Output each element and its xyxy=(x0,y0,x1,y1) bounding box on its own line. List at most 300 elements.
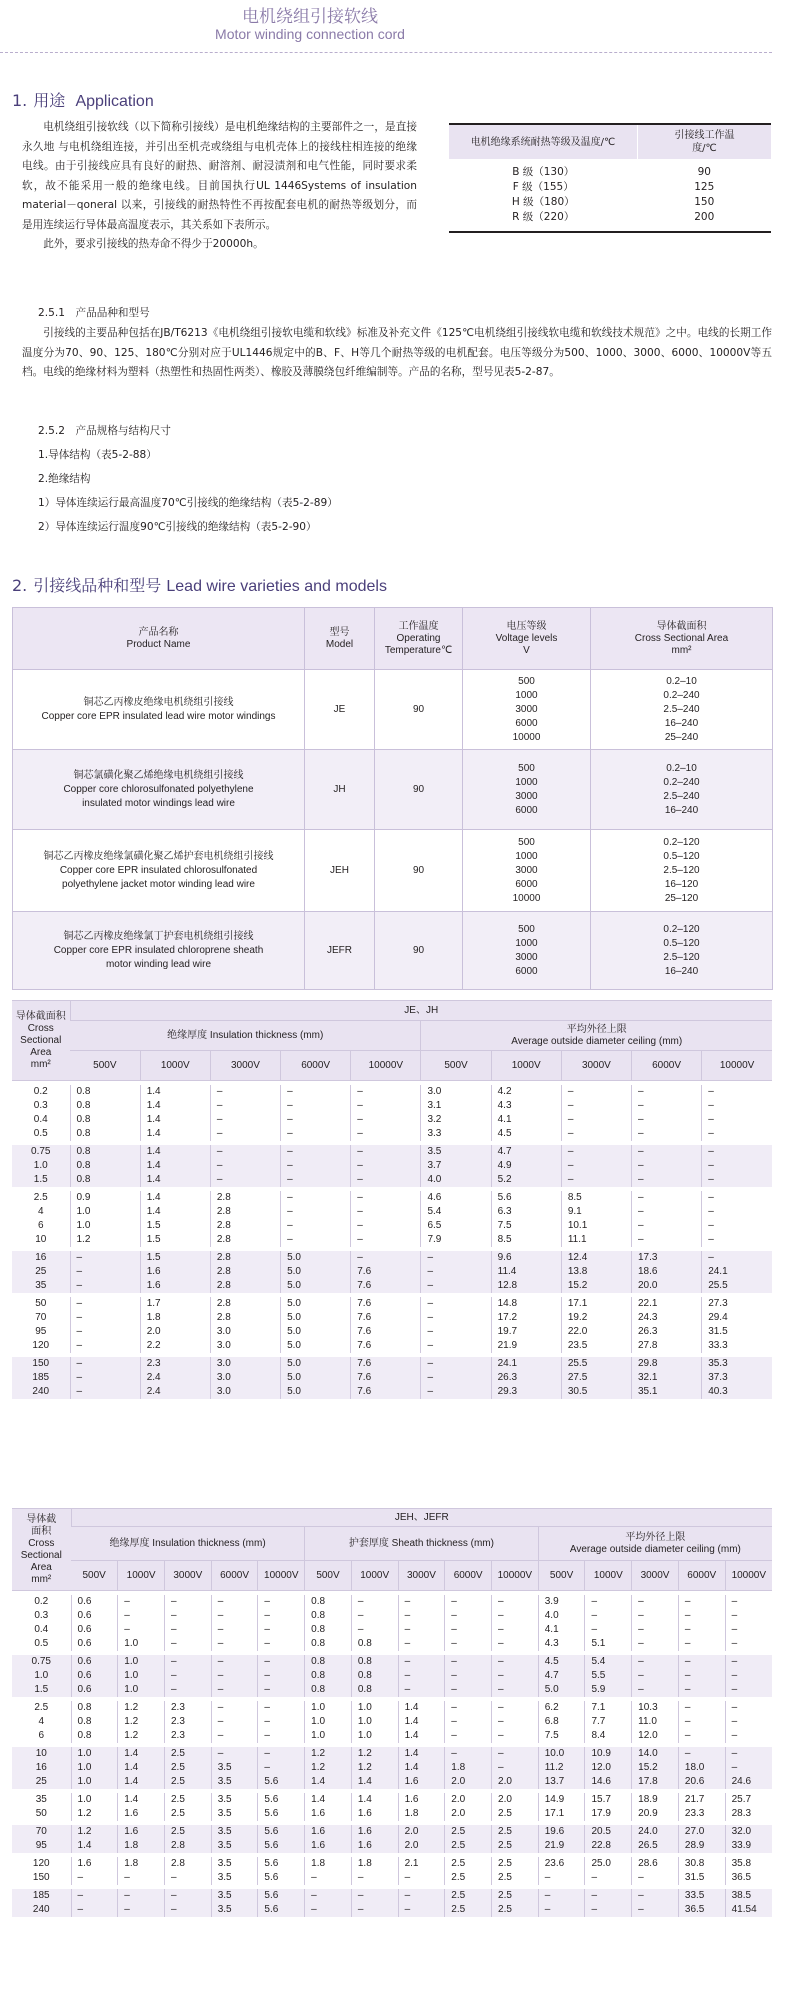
value-cell: 12.8 xyxy=(491,1279,561,1293)
value-cell: 33.3 xyxy=(702,1339,772,1353)
value-cell: – xyxy=(445,1747,492,1761)
value-cell: – xyxy=(632,1113,702,1127)
area-cell: 25 xyxy=(12,1265,70,1279)
value-cell: – xyxy=(632,1127,702,1141)
value-cell: – xyxy=(351,1099,421,1113)
table-row xyxy=(12,1113,772,1127)
value-cell: 11.1 xyxy=(561,1233,631,1247)
value-cell: 1.4 xyxy=(118,1775,165,1789)
section-2-heading: 2. 引接线品种和型号 Lead wire varieties and models xyxy=(12,576,387,595)
value-cell: – xyxy=(725,1669,772,1683)
value-cell: – xyxy=(421,1339,491,1353)
value-cell: 1.2 xyxy=(118,1729,165,1743)
value-cell: – xyxy=(632,1889,679,1903)
section-1-heading: 1. 用途 Application xyxy=(12,91,154,110)
value-cell: – xyxy=(351,1113,421,1127)
value-cell: 3.5 xyxy=(211,1807,258,1821)
value-cell: – xyxy=(71,1903,118,1917)
value-cell: 0.8 xyxy=(305,1655,352,1669)
value-cell: 2.5 xyxy=(445,1871,492,1885)
value-cell: 8.4 xyxy=(585,1729,632,1743)
value-cell: – xyxy=(281,1233,351,1247)
value-cell: 2.0 xyxy=(445,1775,492,1789)
value-cell: – xyxy=(678,1683,725,1697)
product-name: 铜芯氯磺化聚乙烯绝缘电机绕组引接线 Copper core chlorosulfonated polyethylene insulated motor windings lead wire xyxy=(13,750,305,830)
value-cell: 7.6 xyxy=(351,1357,421,1371)
area-cell: 16 xyxy=(12,1761,71,1775)
value-cell: 17.1 xyxy=(538,1807,585,1821)
value-cell: 3.5 xyxy=(211,1889,258,1903)
value-cell: – xyxy=(351,1871,398,1885)
table-row xyxy=(12,1889,772,1903)
model-code: JH xyxy=(305,750,375,830)
value-cell: 1.2 xyxy=(351,1761,398,1775)
value-cell: 0.9 xyxy=(70,1191,140,1205)
value-cell: – xyxy=(538,1903,585,1917)
value-cell: – xyxy=(281,1191,351,1205)
value-cell: 2.3 xyxy=(140,1357,210,1371)
value-cell: – xyxy=(118,1903,165,1917)
value-cell: 1.2 xyxy=(118,1701,165,1715)
value-cell: – xyxy=(351,1903,398,1917)
value-cell: – xyxy=(632,1159,702,1173)
value-cell: – xyxy=(421,1265,491,1279)
value-cell: 1.0 xyxy=(118,1669,165,1683)
value-cell: 5.6 xyxy=(258,1825,305,1839)
value-cell: 38.5 xyxy=(725,1889,772,1903)
value-cell: 14.0 xyxy=(632,1747,679,1761)
working-temp-cell: 200 xyxy=(694,211,715,223)
value-cell: 15.7 xyxy=(585,1793,632,1807)
value-cell: 5.6 xyxy=(258,1839,305,1853)
value-cell: – xyxy=(538,1889,585,1903)
value-cell: – xyxy=(281,1173,351,1187)
value-cell: 0.6 xyxy=(71,1669,118,1683)
value-cell: 0.8 xyxy=(70,1113,140,1127)
value-cell: – xyxy=(281,1127,351,1141)
voltage-column-header: 10000V xyxy=(725,1561,772,1591)
value-cell: 37.3 xyxy=(702,1371,772,1385)
value-cell: 1.4 xyxy=(140,1085,210,1099)
value-cell: 7.6 xyxy=(351,1371,421,1385)
value-cell: 27.5 xyxy=(561,1371,631,1385)
value-cell: – xyxy=(492,1747,539,1761)
value-cell: 27.3 xyxy=(702,1297,772,1311)
value-cell: – xyxy=(632,1683,679,1697)
value-cell: – xyxy=(258,1761,305,1775)
value-cell: 6.8 xyxy=(538,1715,585,1729)
model-row xyxy=(13,830,773,912)
value-cell: – xyxy=(211,1623,258,1637)
value-cell: 23.5 xyxy=(561,1339,631,1353)
value-cell: 7.6 xyxy=(351,1325,421,1339)
value-cell: – xyxy=(118,1871,165,1885)
value-cell: – xyxy=(632,1623,679,1637)
group-header: JE、JH xyxy=(70,1001,772,1021)
area-cell: 0.5 xyxy=(34,1638,49,1649)
value-cell: – xyxy=(258,1683,305,1697)
value-cell: 1.8 xyxy=(118,1857,165,1871)
value-cell: 7.5 xyxy=(538,1729,585,1743)
value-cell: 17.2 xyxy=(491,1311,561,1325)
value-cell: 5.0 xyxy=(281,1265,351,1279)
value-cell: – xyxy=(445,1623,492,1637)
name-header: 产品名称 Product Name xyxy=(13,608,305,670)
value-cell: – xyxy=(70,1325,140,1339)
value-cell: 14.6 xyxy=(585,1775,632,1789)
value-cell: 1.8 xyxy=(351,1857,398,1871)
table-row xyxy=(12,1205,772,1219)
table-row xyxy=(12,1385,772,1399)
value-cell: 5.6 xyxy=(258,1871,305,1885)
value-cell: 2.8 xyxy=(210,1311,280,1325)
value-cell: 20.9 xyxy=(632,1807,679,1821)
table-row xyxy=(12,1279,772,1293)
value-cell: 1.8 xyxy=(398,1807,445,1821)
value-cell: 2.4 xyxy=(140,1385,210,1399)
value-cell: – xyxy=(725,1683,772,1697)
value-cell: – xyxy=(678,1715,725,1729)
value-cell: – xyxy=(258,1747,305,1761)
value-cell: 0.8 xyxy=(351,1637,398,1651)
area-cell: 35 xyxy=(12,1279,70,1293)
value-cell: 35.3 xyxy=(702,1357,772,1371)
value-cell: 28.6 xyxy=(632,1857,679,1871)
value-cell: – xyxy=(70,1279,140,1293)
value-cell: 1.4 xyxy=(305,1793,352,1807)
value-cell: – xyxy=(702,1145,772,1159)
value-cell: 2.5 xyxy=(445,1825,492,1839)
value-cell: 3.0 xyxy=(210,1385,280,1399)
voltage-column-header: 1000V xyxy=(585,1561,632,1591)
value-cell: 2.8 xyxy=(210,1191,280,1205)
value-cell: 1.6 xyxy=(118,1825,165,1839)
value-cell: 1.5 xyxy=(140,1219,210,1233)
area-cell: 1.0 xyxy=(12,1669,71,1683)
value-cell: – xyxy=(351,1159,421,1173)
value-cell: 0.8 xyxy=(305,1683,352,1697)
value-cell: 4.2 xyxy=(491,1085,561,1099)
value-cell: 25.5 xyxy=(702,1279,772,1293)
value-cell: – xyxy=(725,1701,772,1715)
value-cell: 17.8 xyxy=(632,1775,679,1789)
value-cell: 0.8 xyxy=(71,1701,118,1715)
value-cell: 5.0 xyxy=(281,1251,351,1265)
value-cell: 3.5 xyxy=(211,1775,258,1789)
value-cell: – xyxy=(678,1595,725,1609)
value-cell: – xyxy=(211,1715,258,1729)
value-cell: – xyxy=(71,1889,118,1903)
value-cell: – xyxy=(445,1595,492,1609)
value-cell: 1.6 xyxy=(398,1793,445,1807)
value-cell: 1.8 xyxy=(445,1761,492,1775)
value-cell: 30.8 xyxy=(678,1857,725,1871)
value-cell: – xyxy=(561,1085,631,1099)
value-cell: 21.7 xyxy=(678,1793,725,1807)
value-cell: – xyxy=(351,1623,398,1637)
value-cell: – xyxy=(561,1127,631,1141)
temp-class-cell: R 级（220） xyxy=(512,211,575,223)
value-cell: 1.6 xyxy=(305,1839,352,1853)
value-cell: 24.1 xyxy=(702,1265,772,1279)
value-cell: – xyxy=(351,1233,421,1247)
value-cell: – xyxy=(281,1085,351,1099)
value-cell: 7.7 xyxy=(585,1715,632,1729)
table-row xyxy=(12,1729,772,1743)
value-cell: 3.0 xyxy=(210,1357,280,1371)
value-cell: – xyxy=(281,1159,351,1173)
value-cell: 0.6 xyxy=(71,1683,118,1697)
value-cell: – xyxy=(70,1371,140,1385)
value-cell: 1.0 xyxy=(351,1729,398,1743)
value-cell: – xyxy=(351,1251,421,1265)
outer-diameter-header: 平均外径上限 Average outside diameter ceiling (mm) xyxy=(421,1021,772,1051)
value-cell: – xyxy=(118,1623,165,1637)
value-cell: 5.4 xyxy=(421,1205,491,1219)
section-252-title: 2.5.2 产品规格与结构尺寸 xyxy=(38,425,171,437)
value-cell: 3.0 xyxy=(210,1371,280,1385)
value-cell: 7.5 xyxy=(491,1219,561,1233)
value-cell: 2.5 xyxy=(492,1871,539,1885)
value-cell: 36.5 xyxy=(725,1871,772,1885)
value-cell: 10.9 xyxy=(585,1747,632,1761)
value-cell: – xyxy=(445,1683,492,1697)
value-cell: 23.6 xyxy=(538,1857,585,1871)
value-cell: – xyxy=(210,1127,280,1141)
value-cell: – xyxy=(211,1595,258,1609)
value-cell: 1.6 xyxy=(305,1807,352,1821)
value-cell: 2.0 xyxy=(445,1793,492,1807)
operating-temp: 90 xyxy=(375,830,463,912)
area-cell: 185 xyxy=(12,1371,70,1385)
value-cell: 3.0 xyxy=(210,1325,280,1339)
value-cell: – xyxy=(632,1085,702,1099)
value-cell: 3.5 xyxy=(211,1793,258,1807)
value-cell: 2.3 xyxy=(164,1701,211,1715)
value-cell: – xyxy=(445,1655,492,1669)
value-cell: – xyxy=(702,1113,772,1127)
value-cell: – xyxy=(421,1279,491,1293)
value-cell: – xyxy=(445,1669,492,1683)
value-cell: 1.6 xyxy=(351,1807,398,1821)
value-cell: 2.5 xyxy=(492,1857,539,1871)
value-cell: 19.6 xyxy=(538,1825,585,1839)
product-name: 铜芯乙丙橡皮绝缘电机绕组引接线 Copper core EPR insulated lead wire motor windings xyxy=(13,670,305,750)
area-cell: 95 xyxy=(35,1326,47,1337)
value-cell: 5.6 xyxy=(258,1889,305,1903)
value-cell: 27.0 xyxy=(678,1825,725,1839)
voltage-column-header: 10000V xyxy=(258,1561,305,1591)
value-cell: 13.7 xyxy=(538,1775,585,1789)
table-row xyxy=(12,1637,772,1651)
value-cell: – xyxy=(725,1655,772,1669)
table-row xyxy=(12,1297,772,1311)
value-cell: 33.5 xyxy=(678,1889,725,1903)
area-cell: 70 xyxy=(35,1312,47,1323)
sheath-header: 护套厚度 Sheath thickness (mm) xyxy=(305,1527,539,1561)
value-cell: 1.0 xyxy=(351,1715,398,1729)
value-cell: 22.8 xyxy=(585,1839,632,1853)
value-cell: 1.6 xyxy=(351,1839,398,1853)
voltage-column-header: 3000V xyxy=(398,1561,445,1591)
value-cell: – xyxy=(678,1609,725,1623)
value-cell: 28.3 xyxy=(725,1807,772,1821)
value-cell: 41.54 xyxy=(725,1903,772,1917)
value-cell: – xyxy=(725,1761,772,1775)
value-cell: 0.8 xyxy=(70,1159,140,1173)
value-cell: 29.8 xyxy=(632,1357,702,1371)
value-cell: – xyxy=(492,1595,539,1609)
model-row xyxy=(13,912,773,990)
value-cell: – xyxy=(725,1747,772,1761)
section-252-item: 2.绝缘结构 xyxy=(38,473,91,485)
value-cell: – xyxy=(70,1339,140,1353)
area-cell: 25 xyxy=(12,1775,71,1789)
value-cell: 30.5 xyxy=(561,1385,631,1399)
value-cell: – xyxy=(258,1623,305,1637)
operating-temp: 90 xyxy=(375,750,463,830)
area-list: 0.2–10 0.2–240 2.5–240 16–240 xyxy=(591,750,773,830)
value-cell: 3.0 xyxy=(210,1339,280,1353)
value-cell: – xyxy=(561,1145,631,1159)
area-cell: 0.2 xyxy=(34,1596,49,1607)
value-cell: 1.4 xyxy=(398,1715,445,1729)
table-row xyxy=(12,1099,772,1113)
value-cell: – xyxy=(445,1701,492,1715)
value-cell: 1.0 xyxy=(351,1701,398,1715)
value-cell: – xyxy=(725,1715,772,1729)
value-cell: 2.0 xyxy=(492,1775,539,1789)
value-cell: 1.4 xyxy=(140,1127,210,1141)
value-cell: 3.5 xyxy=(211,1839,258,1853)
value-cell: – xyxy=(632,1191,702,1205)
value-cell: 24.6 xyxy=(725,1775,772,1789)
value-cell: – xyxy=(632,1173,702,1187)
value-cell: 7.6 xyxy=(351,1279,421,1293)
value-cell: 15.2 xyxy=(561,1279,631,1293)
value-cell: – xyxy=(585,1595,632,1609)
temperature-class-table xyxy=(449,123,771,233)
value-cell: 0.8 xyxy=(70,1173,140,1187)
value-cell: – xyxy=(258,1729,305,1743)
value-cell: – xyxy=(210,1173,280,1187)
value-cell: 10.3 xyxy=(632,1701,679,1715)
voltage-column-header: 10000V xyxy=(702,1051,772,1081)
value-cell: 2.8 xyxy=(210,1205,280,1219)
value-cell: 2.5 xyxy=(492,1825,539,1839)
value-cell: 2.8 xyxy=(164,1857,211,1871)
value-cell: – xyxy=(445,1715,492,1729)
value-cell: – xyxy=(492,1761,539,1775)
value-cell: 1.0 xyxy=(118,1637,165,1651)
value-cell: 35.8 xyxy=(725,1857,772,1871)
voltage-column-header: 3000V xyxy=(210,1051,280,1081)
voltage-column-header: 10000V xyxy=(351,1051,421,1081)
value-cell: 1.0 xyxy=(71,1775,118,1789)
value-cell: 0.8 xyxy=(305,1609,352,1623)
value-cell: 0.6 xyxy=(71,1637,118,1651)
value-cell: – xyxy=(258,1595,305,1609)
working-temp-cell: 150 xyxy=(694,196,715,208)
value-cell: 7.6 xyxy=(351,1265,421,1279)
value-cell: – xyxy=(585,1871,632,1885)
model-header: 型号 Model xyxy=(305,608,375,670)
area-header: 导体截面积 Cross Sectional Area mm² xyxy=(591,608,773,670)
value-cell: 2.5 xyxy=(445,1857,492,1871)
value-cell: 0.8 xyxy=(70,1127,140,1141)
table-row xyxy=(12,1715,772,1729)
area-cell: 120 xyxy=(32,1858,50,1869)
value-cell: 5.6 xyxy=(258,1903,305,1917)
area-cell: 70 xyxy=(12,1825,71,1839)
value-cell: 2.0 xyxy=(398,1839,445,1853)
voltage-column-header: 6000V xyxy=(211,1561,258,1591)
model-code: JEFR xyxy=(305,912,375,990)
value-cell: 25.5 xyxy=(561,1357,631,1371)
area-cell: 10 xyxy=(35,1234,47,1245)
area-cell: 0.2 xyxy=(33,1086,48,1097)
value-cell: 0.8 xyxy=(71,1715,118,1729)
value-cell: 18.6 xyxy=(632,1265,702,1279)
value-cell: – xyxy=(164,1623,211,1637)
voltage-column-header: 6000V xyxy=(678,1561,725,1591)
value-cell: – xyxy=(678,1655,725,1669)
value-cell: 5.0 xyxy=(538,1683,585,1697)
area-cell: 35 xyxy=(35,1794,47,1805)
value-cell: 32.0 xyxy=(725,1825,772,1839)
value-cell: 33.9 xyxy=(725,1839,772,1853)
value-cell: 2.0 xyxy=(445,1807,492,1821)
value-cell: 11.2 xyxy=(538,1761,585,1775)
value-cell: 22.1 xyxy=(632,1297,702,1311)
value-cell: 8.5 xyxy=(561,1191,631,1205)
value-cell: 21.9 xyxy=(538,1839,585,1853)
table-row xyxy=(12,1871,772,1885)
table-row xyxy=(12,1609,772,1623)
insulation-header: 绝缘厚度 Insulation thickness (mm) xyxy=(71,1527,305,1561)
page-title: 电机绕组引接软线 xyxy=(242,7,378,27)
value-cell: – xyxy=(164,1669,211,1683)
value-cell: – xyxy=(211,1747,258,1761)
value-cell: – xyxy=(398,1889,445,1903)
value-cell: 2.5 xyxy=(164,1747,211,1761)
value-cell: 0.8 xyxy=(351,1669,398,1683)
value-cell: – xyxy=(351,1595,398,1609)
value-cell: 2.5 xyxy=(492,1807,539,1821)
value-cell: – xyxy=(210,1085,280,1099)
value-cell: 0.8 xyxy=(71,1729,118,1743)
voltage-list: 500 1000 3000 6000 xyxy=(463,750,591,830)
value-cell: 2.8 xyxy=(210,1233,280,1247)
value-cell: – xyxy=(351,1219,421,1233)
value-cell: – xyxy=(492,1637,539,1651)
area-cell: 4 xyxy=(38,1716,45,1727)
value-cell: 1.0 xyxy=(70,1219,140,1233)
table-row xyxy=(12,1233,772,1247)
voltage-column-header: 1000V xyxy=(118,1561,165,1591)
value-cell: – xyxy=(702,1099,772,1113)
voltage-list: 500 1000 3000 6000 10000 xyxy=(463,830,591,912)
value-cell: 2.8 xyxy=(164,1839,211,1853)
value-cell: – xyxy=(258,1655,305,1669)
value-cell: 1.2 xyxy=(351,1747,398,1761)
value-cell: 4.1 xyxy=(538,1623,585,1637)
value-cell: – xyxy=(632,1903,679,1917)
value-cell: – xyxy=(164,1637,211,1651)
value-cell: 24.1 xyxy=(491,1357,561,1371)
value-cell: – xyxy=(210,1099,280,1113)
value-cell: – xyxy=(632,1871,679,1885)
